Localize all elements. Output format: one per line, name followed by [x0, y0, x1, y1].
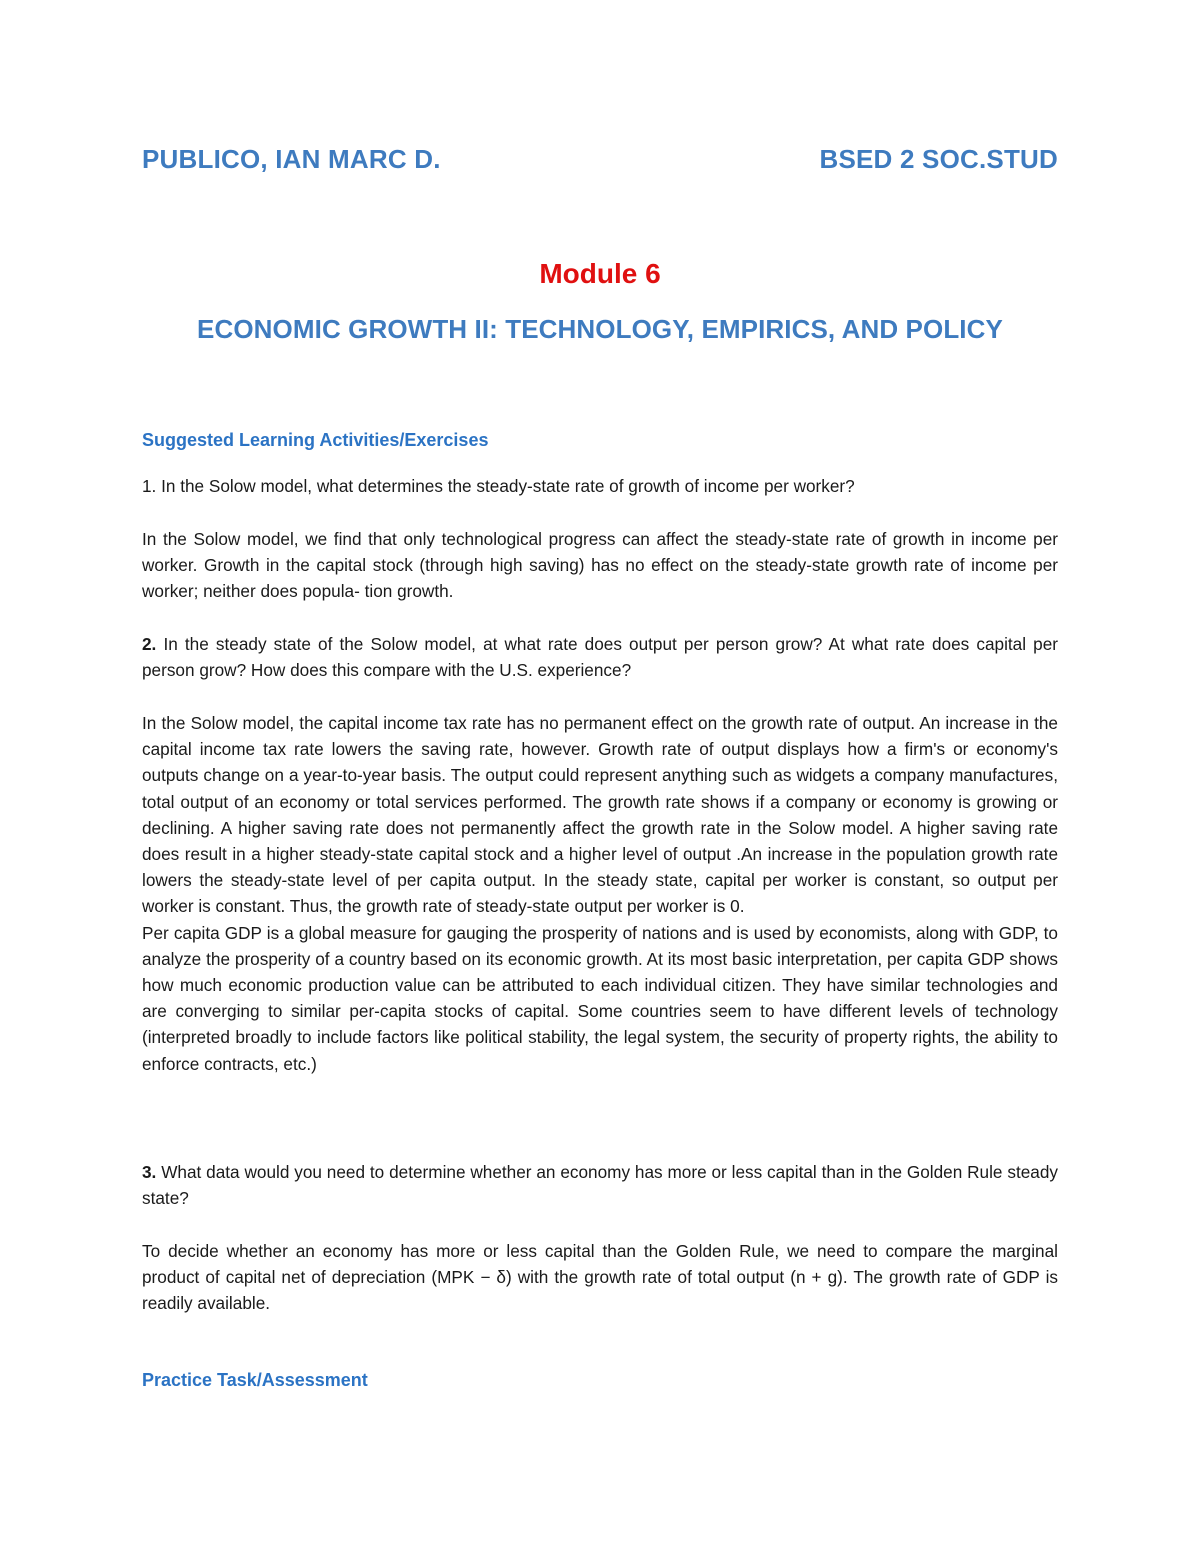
student-name: PUBLICO, IAN MARC D. — [142, 144, 441, 174]
module-title: Module 6 — [539, 258, 661, 289]
question-number: 2. — [142, 634, 157, 654]
answer-3 — [142, 1238, 1058, 1317]
question-number: 1. — [142, 476, 157, 496]
question-text: What data would you need to determine whether an economy has more or less capital than in the Golden Rule steady state? — [142, 1162, 1058, 1209]
answer-paragraph: Per capita GDP is a global measure for gauging the prosperity of nations and is used by economists, along with GDP, to analyze the prosperity of a country based on its economic growth. At its most basic interpretation, per capita GDP shows how much economic production value can be attributed to each individual citizen. They have similar technologies and are converging to similar per-capita stocks of capital. Some countries seem to have different levels of technology (interpreted broadly to include factors like political stability, the legal system, the security of property rights, the ability to enforce contracts, etc.) — [142, 922, 1058, 1074]
answer-2 — [142, 710, 1058, 1077]
answer-paragraph: In the Solow model, the capital income tax rate has no permanent effect on the growth rate of output. An increase in the capital income tax rate lowers the saving rate, however. Growth rate of output displays how a firm's or economy's outputs change on a year-to-year basis. The output could represent anything such as widgets a company manufactures, total output of an economy or total services performed. The growth rate shows if a company or economy is growing or declining. A higher saving rate does not permanently affect the growth rate in the Solow model. A higher saving rate does result in a higher steady-state capital stock and a higher level of output .An increase in the population growth rate lowers the steady-state level of per capita output. In the steady state, capital per worker is constant, so output per worker is constant. Thus, the growth rate of steady-state output per worker is 0. — [142, 713, 1058, 917]
practice-heading: Practice Task/Assessment — [142, 1370, 368, 1390]
answer-paragraph: To decide whether an economy has more or less capital than the Golden Rule, we need to compare the marginal product of capital net of depreciation (MPK − δ) with the growth rate of total output (n + g). The growth rate of GDP is readily available. — [142, 1241, 1058, 1314]
answer-paragraph: In the Solow model, we find that only technological progress can affect the steady-state rate of growth in income per worker. Growth in the capital stock (through high saving) has no effect on the steady-state growth rate of income per worker; neither does popula- tion growth. — [142, 529, 1058, 602]
question-text: In the steady state of the Solow model, at what rate does output per person grow? At what rate does capital per person grow? How does this compare with the U.S. experience? — [142, 634, 1058, 681]
question-text: In the Solow model, what determines the steady-state rate of growth of income per worker? — [156, 476, 855, 496]
chapter-title: ECONOMIC GROWTH II: TECHNOLOGY, EMPIRICS, AND POLICY — [197, 314, 1003, 344]
question-number: 3. — [142, 1162, 157, 1182]
activities-heading: Suggested Learning Activities/Exercises — [142, 430, 489, 450]
question-3 — [142, 1159, 1058, 1211]
document-header — [142, 144, 1058, 184]
answer-1 — [142, 526, 1058, 605]
course-label: BSED 2 SOC.STUD — [819, 144, 1058, 174]
question-1 — [142, 473, 1058, 499]
question-2 — [142, 631, 1058, 683]
